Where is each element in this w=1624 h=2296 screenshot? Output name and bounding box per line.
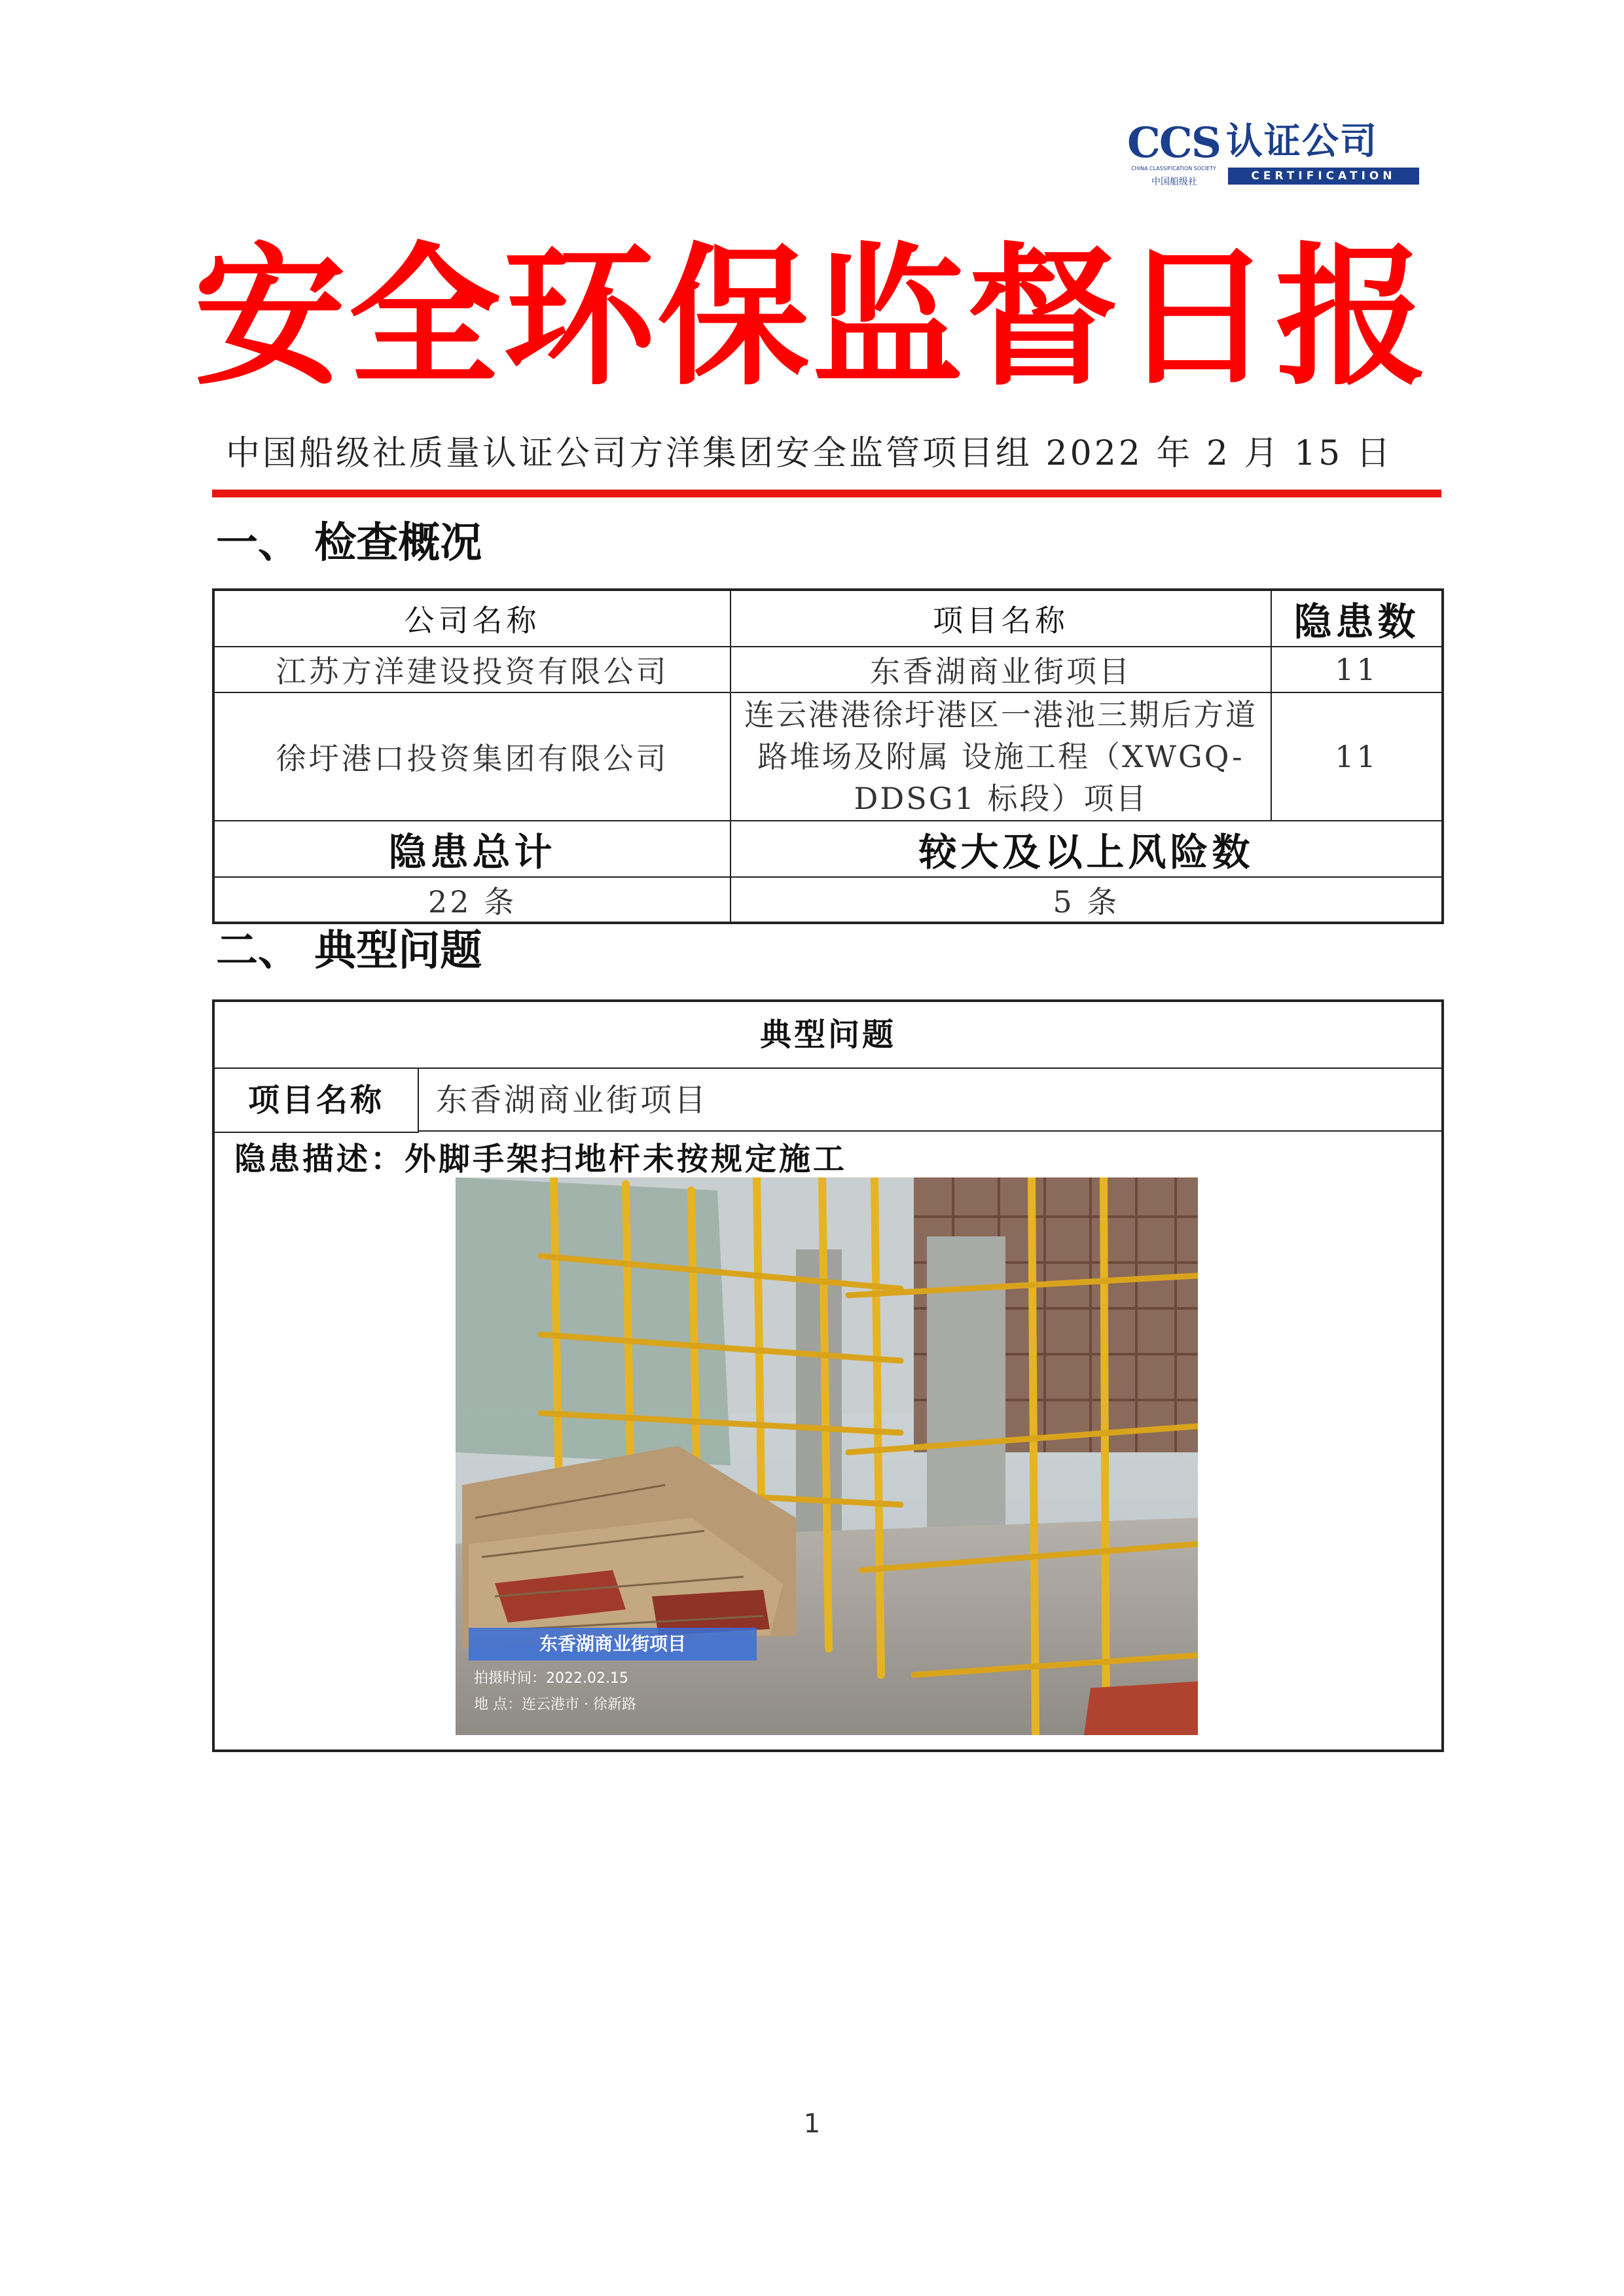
- project-cell: 连云港港徐圩港区一港池三期后方道路堆场及附属 设施工程（XWGQ-DDSG1 标段）项目: [731, 692, 1271, 821]
- section-heading-typical-issues: 二、 典型问题: [216, 927, 482, 975]
- photo-watermark-place: 地 点：连云港市 · 徐新路: [474, 1696, 636, 1713]
- photo-watermark-time: 拍摄时间：2022.02.15: [474, 1670, 628, 1687]
- summary-header-row: [213, 821, 1443, 877]
- major-risk-value: 5 条: [731, 877, 1443, 923]
- count-cell: 11: [1271, 692, 1443, 821]
- page-number: 1: [803, 2109, 821, 2139]
- logo-certification-bar: CERTIFICATION: [1228, 168, 1419, 185]
- header-project: 项目名称: [731, 590, 1271, 647]
- issue-project-value: 东香湖商业街项目: [419, 1069, 1441, 1132]
- issue-box-title: 典型问题: [215, 1002, 1441, 1069]
- issue-project-label: 项目名称: [215, 1069, 419, 1133]
- hazard-description: 隐患描述：外脚手架扫地杆未按规定施工: [234, 1141, 848, 1177]
- ccs-logo-mark: CCS: [1127, 118, 1221, 168]
- table-row: [213, 692, 1443, 821]
- major-risk-label: 较大及以上风险数: [731, 821, 1443, 877]
- ccs-logo-subtext: CHINA CLASSIFICATION SOCIETY: [1131, 166, 1216, 171]
- header-hazard-count: 隐患数: [1271, 590, 1443, 647]
- photo-watermark-banner: 东香湖商业街项目: [539, 1633, 687, 1655]
- typical-issue-box: [212, 999, 1444, 1752]
- table-header-row: [213, 590, 1443, 647]
- logo-brand-text: 认证公司: [1226, 120, 1378, 163]
- section-heading-overview: 一、 检查概况: [216, 519, 482, 567]
- red-divider: [212, 490, 1441, 497]
- total-hazards-label: 隐患总计: [213, 821, 731, 877]
- table-row: [213, 647, 1443, 692]
- ccs-certification-logo: [1125, 120, 1419, 187]
- summary-value-row: [213, 877, 1443, 923]
- company-cell: 徐圩港口投资集团有限公司: [213, 692, 731, 821]
- project-cell: 东香湖商业街项目: [731, 647, 1271, 692]
- org-date-line: 中国船级社质量认证公司方洋集团安全监管项目组 2022 年 2 月 15 日: [226, 434, 1393, 473]
- total-hazards-value: 22 条: [213, 877, 731, 923]
- ccs-logo-chinese: 中国船级社: [1151, 177, 1197, 187]
- site-photo: [456, 1177, 1198, 1735]
- overview-table: [212, 588, 1444, 924]
- report-title: 安全环保监督日报: [194, 229, 1430, 406]
- header-company: 公司名称: [213, 590, 731, 647]
- count-cell: 11: [1271, 647, 1443, 692]
- company-cell: 江苏方洋建设投资有限公司: [213, 647, 731, 692]
